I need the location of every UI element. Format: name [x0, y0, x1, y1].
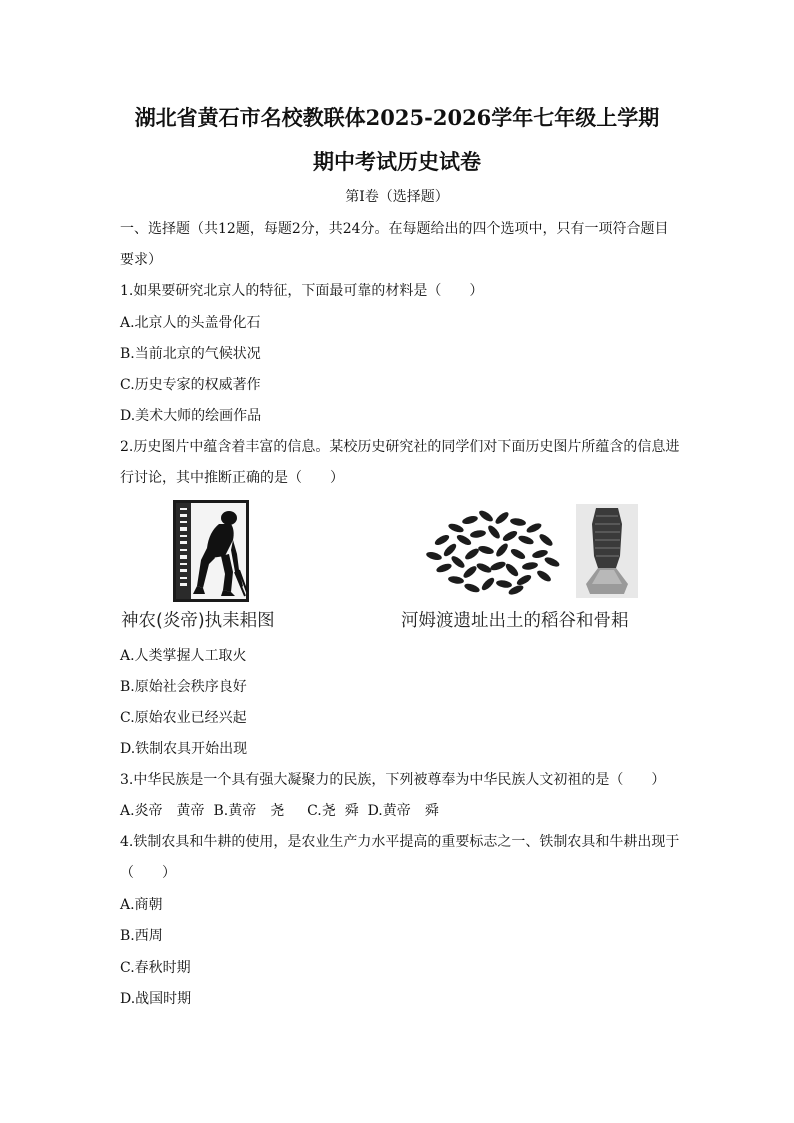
- question-1-option-c: C.历史专家的权威著作: [120, 377, 261, 393]
- question-4-option-c: C.春秋时期: [120, 960, 191, 976]
- question-2-option-b: B.原始社会秩序良好: [120, 679, 247, 695]
- question-4-option-a: A.商朝: [120, 897, 163, 913]
- question-2-stem-line1: 2.历史图片中蕴含着丰富的信息。某校历史研究社的同学们对下面历史图片所蕴含的信息进: [120, 439, 680, 455]
- question-1-stem: 1.如果要研究北京人的特征，下面最可靠的材料是（ ）: [120, 283, 484, 299]
- exam-title-line2: 期中考试历史试卷: [313, 149, 481, 174]
- question-1-option-b: B.当前北京的气候状况: [120, 346, 261, 362]
- question-3-options: A.炎帝 黄帝 B.黄帝 尧 C.尧 舜 D.黄帝 舜: [120, 803, 439, 819]
- question-4-option-b: B.西周: [120, 928, 163, 944]
- question-2-option-d: D.铁制农具开始出现: [120, 741, 248, 757]
- exam-title-line1: 湖北省黄石市名校教联体2025-2026学年七年级上学期: [134, 105, 660, 130]
- bone-spade-image: [576, 504, 638, 598]
- question-2-stem-line2: 行讨论，其中推断正确的是（ ）: [120, 470, 344, 486]
- question-1-option-a: A.北京人的头盖骨化石: [120, 315, 261, 331]
- section-instruction-line1: 一、选择题（共12题，每题2分，共24分。在每题给出的四个选项中，只有一项符合题目: [120, 221, 669, 237]
- question-2-option-c: C.原始农业已经兴起: [120, 710, 247, 726]
- left-image-caption: 神农(炎帝)执耒耜图: [121, 611, 275, 631]
- section-instruction-line2: 要求）: [120, 252, 162, 268]
- question-4-stem-line2: （ ）: [120, 865, 176, 881]
- question-3-stem: 3.中华民族是一个具有强大凝聚力的民族，下列被尊奉为中华民族人文初祖的是（ ）: [120, 772, 666, 788]
- question-1-option-d: D.美术大师的绘画作品: [120, 408, 262, 424]
- question-2-option-a: A.人类掌握人工取火: [120, 648, 247, 664]
- question-4-stem-line1: 4.铁制农具和牛耕的使用，是农业生产力水平提高的重要标志之一、铁制农具和牛耕出现于: [120, 834, 680, 850]
- right-image-caption: 河姆渡遗址出土的稻谷和骨耜: [401, 611, 629, 631]
- volume-label: 第Ⅰ卷（选择题）: [345, 189, 449, 205]
- shennong-figure-image: [173, 500, 249, 602]
- question-4-option-d: D.战国时期: [120, 991, 192, 1007]
- rice-grains-image: [420, 500, 562, 600]
